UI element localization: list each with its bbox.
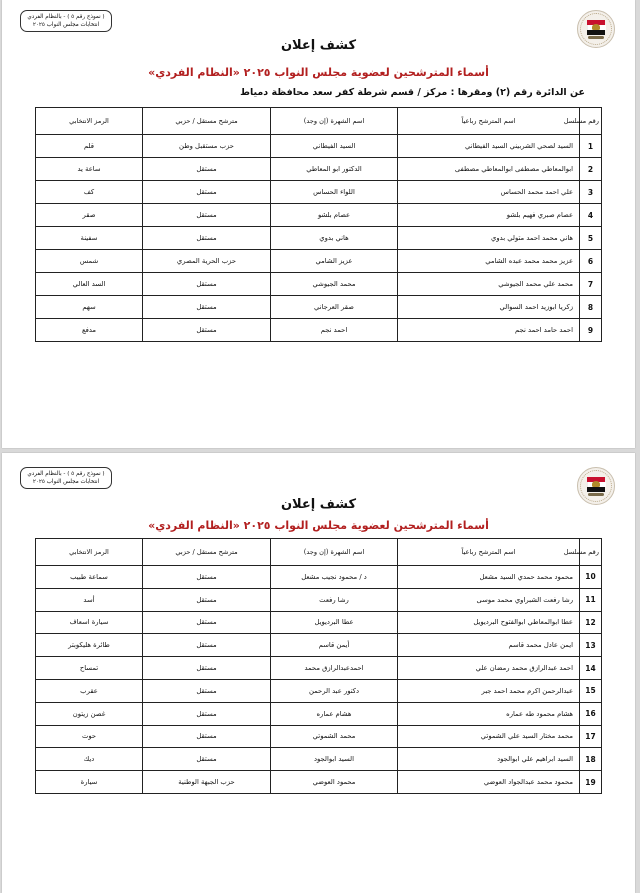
serial-cell: 5 (580, 227, 602, 250)
header-affiliation: مترشح مستقل / حزبي (143, 539, 271, 566)
affiliation-cell: مستقل (143, 611, 271, 634)
symbol-cell: شمس (36, 250, 143, 273)
candidate-name-cell: زكريا ابوزيد احمد السوالي (398, 296, 580, 319)
fame-name-cell: اللواء الحساس (271, 181, 398, 204)
symbol-cell: سيارة (36, 771, 143, 794)
table-row (36, 634, 602, 657)
symbol-cell: سفينة (36, 227, 143, 250)
candidate-name-cell: علي احمد محمد الحساس (398, 181, 580, 204)
serial-cell: 6 (580, 250, 602, 273)
affiliation-cell: حزب مستقبل وطن (143, 135, 271, 158)
symbol-cell: سيارة اسعاف (36, 611, 143, 634)
district-info: عن الدائرة رقم (٢) ومقرها : مركز / قسم شرطة كفر سعد محافظة دمياط (240, 87, 585, 98)
serial-cell: 17 (580, 725, 602, 748)
table-header-row (36, 539, 602, 566)
table-row (36, 250, 602, 273)
stamp-line-2: انتخابات مجلس النواب ٢٠٢٥ (32, 22, 100, 28)
candidate-name-cell: رشا رفعت الشبراوي محمد موسى (398, 588, 580, 611)
candidate-name-cell: هاني محمد احمد متولي بدوي (398, 227, 580, 250)
candidate-name-cell: محمد مختار السيد علي الشموتي (398, 725, 580, 748)
fame-name-cell: الدكتور ابو المعاطي (271, 158, 398, 181)
serial-cell: 14 (580, 657, 602, 680)
fame-name-cell: صقر العرجاني (271, 296, 398, 319)
candidate-name-cell: احمد حامد احمد نجم (398, 319, 580, 342)
serial-cell: 19 (580, 771, 602, 794)
fame-name-cell: احمد نجم (271, 319, 398, 342)
fame-name-cell: عزيز الشامي (271, 250, 398, 273)
fame-name-cell: السيد الفيطاني (271, 135, 398, 158)
header-serial: رقم مسلسل (580, 539, 602, 566)
symbol-cell: سهم (36, 296, 143, 319)
candidate-name-cell: محمود محمد حمدي السيد مشعل (398, 566, 580, 589)
symbol-cell: سماعة طبيب (36, 566, 143, 589)
symbol-cell: ديك (36, 748, 143, 771)
symbol-cell: صقر (36, 204, 143, 227)
fame-name-cell: السيد ابوالجود (271, 748, 398, 771)
affiliation-cell: مستقل (143, 588, 271, 611)
table-row (36, 158, 602, 181)
fame-name-cell: احمدعبدالرازق محمد (271, 657, 398, 680)
serial-cell: 9 (580, 319, 602, 342)
fame-name-cell: عصام بلشو (271, 204, 398, 227)
document-page-2 (2, 453, 635, 893)
table-row (36, 657, 602, 680)
header-candidate-name: اسم المترشح رباعياً (398, 539, 580, 566)
affiliation-cell: مستقل (143, 657, 271, 680)
affiliation-cell: مستقل (143, 748, 271, 771)
table-row (36, 725, 602, 748)
table-row (36, 611, 602, 634)
header-serial: رقم مسلسل (580, 108, 602, 135)
header-symbol: الرمز الانتخابي (36, 539, 143, 566)
header-fame-name: اسم الشهرة (إن وجد) (271, 539, 398, 566)
affiliation-cell: حزب الجبهة الوطنية (143, 771, 271, 794)
table-row (36, 679, 602, 702)
fame-name-cell: محمد الشموتي (271, 725, 398, 748)
table-row (36, 135, 602, 158)
serial-cell: 13 (580, 634, 602, 657)
candidates-table (35, 107, 602, 342)
candidate-name-cell: ابوالمعاطي مصطفى ابوالمعاطي مصطفى (398, 158, 580, 181)
affiliation-cell: مستقل (143, 181, 271, 204)
candidate-name-cell: عزيز محمد محمد عبده الشامي (398, 250, 580, 273)
affiliation-cell: مستقل (143, 566, 271, 589)
candidate-name-cell: عطا ابوالمعاطي ابوالفتوح البرديويل (398, 611, 580, 634)
symbol-cell: غصن زيتون (36, 702, 143, 725)
symbol-cell: كف (36, 181, 143, 204)
stamp-line-2: انتخابات مجلس النواب ٢٠٢٥ (32, 479, 100, 485)
serial-cell: 18 (580, 748, 602, 771)
form-stamp (20, 10, 112, 32)
affiliation-cell: مستقل (143, 319, 271, 342)
candidate-name-cell: عصام صبري فهيم بلشو (398, 204, 580, 227)
form-stamp (20, 467, 112, 489)
symbol-cell: تمساح (36, 657, 143, 680)
header-symbol: الرمز الانتخابي (36, 108, 143, 135)
affiliation-cell: مستقل (143, 204, 271, 227)
affiliation-cell: مستقل (143, 227, 271, 250)
symbol-cell: قلم (36, 135, 143, 158)
table-row (36, 771, 602, 794)
table-row (36, 227, 602, 250)
serial-cell: 7 (580, 273, 602, 296)
affiliation-cell: مستقل (143, 679, 271, 702)
affiliation-cell: مستقل (143, 725, 271, 748)
candidates-table (35, 538, 602, 794)
table-row (36, 204, 602, 227)
candidate-name-cell: ايمن عادل محمد قاسم (398, 634, 580, 657)
symbol-cell: ساعة يد (36, 158, 143, 181)
symbol-cell: عقرب (36, 679, 143, 702)
header-fame-name: اسم الشهرة (إن وجد) (271, 108, 398, 135)
document-page-1 (2, 0, 635, 448)
serial-cell: 10 (580, 566, 602, 589)
candidate-name-cell: احمد عبدالرازق محمد رمضان علي (398, 657, 580, 680)
table-row (36, 566, 602, 589)
candidate-name-cell: عبدالرحمن اكرم محمد احمد جبر (398, 679, 580, 702)
affiliation-cell: مستقل (143, 273, 271, 296)
serial-cell: 3 (580, 181, 602, 204)
serial-cell: 15 (580, 679, 602, 702)
candidate-name-cell: السيد ابراهيم علي ابوالجود (398, 748, 580, 771)
fame-name-cell: د / محمود نجيب مشعل (271, 566, 398, 589)
table-row (36, 748, 602, 771)
candidate-name-cell: محمد علي محمد الجيوشي (398, 273, 580, 296)
serial-cell: 1 (580, 135, 602, 158)
symbol-cell: حوت (36, 725, 143, 748)
header-candidate-name: اسم المترشح رباعياً (398, 108, 580, 135)
candidate-name-cell: السيد لصحي الشربيني السيد الفيطاني (398, 135, 580, 158)
serial-cell: 8 (580, 296, 602, 319)
symbol-cell: أسد (36, 588, 143, 611)
serial-cell: 4 (580, 204, 602, 227)
candidate-name-cell: محمود محمد عبدالجواد العوضي (398, 771, 580, 794)
table-row (36, 181, 602, 204)
serial-cell: 16 (580, 702, 602, 725)
page-title: كشف إعلان (280, 38, 357, 53)
affiliation-cell: مستقل (143, 634, 271, 657)
stamp-line-1: ( نموذج رقم ٥ ) - بالنظام الفردي (27, 471, 105, 477)
fame-name-cell: هاني بدوي (271, 227, 398, 250)
page-title: كشف إعلان (280, 497, 357, 512)
candidate-name-cell: هشام محمود طه عماره (398, 702, 580, 725)
table-row (36, 296, 602, 319)
affiliation-cell: مستقل (143, 296, 271, 319)
affiliation-cell: مستقل (143, 702, 271, 725)
fame-name-cell: أيمن قاسم (271, 634, 398, 657)
table-row (36, 319, 602, 342)
page-subtitle: أسماء المترشحين لعضوية مجلس النواب ٢٠٢٥ «النظام الفردي» (148, 66, 489, 79)
stamp-line-1: ( نموذج رقم ٥ ) - بالنظام الفردي (27, 14, 105, 20)
symbol-cell: طائرة هليكوبتر (36, 634, 143, 657)
fame-name-cell: محمود العوضي (271, 771, 398, 794)
affiliation-cell: حزب الحرية المصري (143, 250, 271, 273)
fame-name-cell: دكتور عبد الرحمن (271, 679, 398, 702)
fame-name-cell: هشام عماره (271, 702, 398, 725)
table-row (36, 588, 602, 611)
table-row (36, 273, 602, 296)
serial-cell: 12 (580, 611, 602, 634)
fame-name-cell: محمد الجيوشي (271, 273, 398, 296)
fame-name-cell: رشا رفعت (271, 588, 398, 611)
table-header-row (36, 108, 602, 135)
serial-cell: 11 (580, 588, 602, 611)
affiliation-cell: مستقل (143, 158, 271, 181)
page-subtitle: أسماء المترشحين لعضوية مجلس النواب ٢٠٢٥ «النظام الفردي» (148, 519, 489, 532)
header-affiliation: مترشح مستقل / حزبي (143, 108, 271, 135)
serial-cell: 2 (580, 158, 602, 181)
fame-name-cell: عطا البرديويل (271, 611, 398, 634)
symbol-cell: مدفع (36, 319, 143, 342)
table-row (36, 702, 602, 725)
symbol-cell: السد العالي (36, 273, 143, 296)
